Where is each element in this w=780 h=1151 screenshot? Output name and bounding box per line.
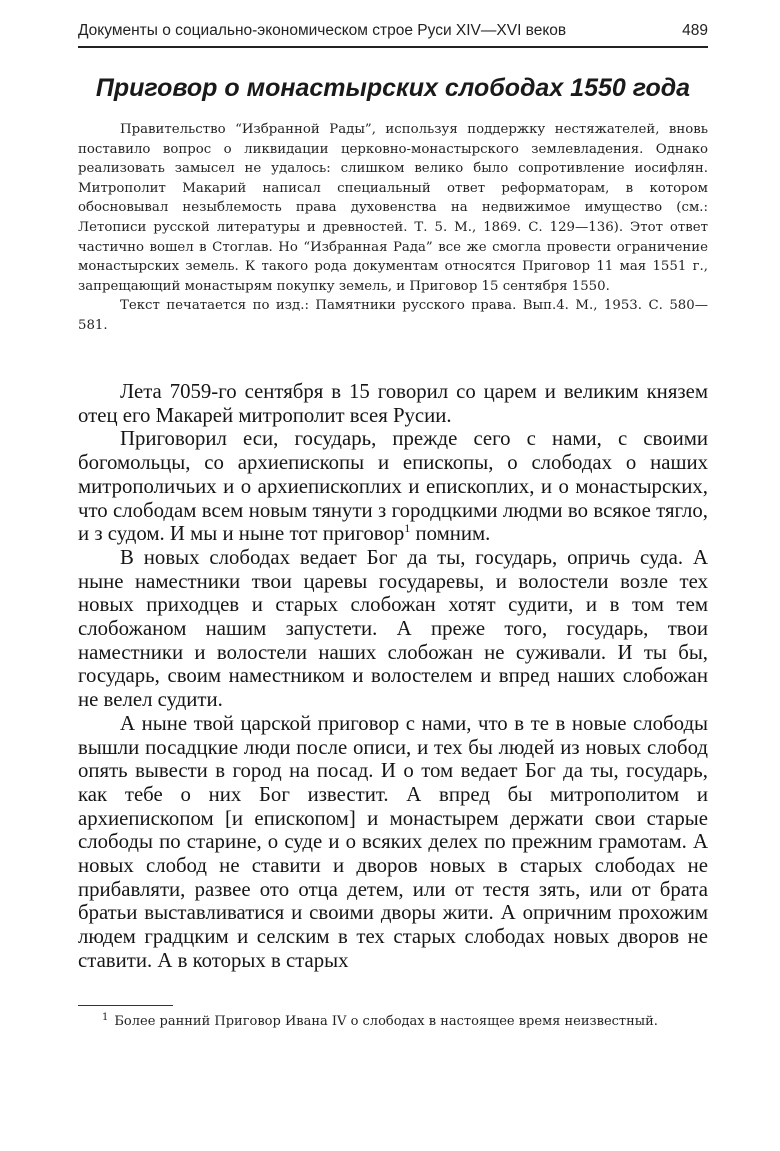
footnote-reference[interactable]: 1 xyxy=(404,521,411,536)
running-title: Документы о социально-экономическом строе Руси XIV—XVI веков xyxy=(78,22,567,39)
footnote-text: Более ранний Приговор Ивана IV о слободах в настоящее время неизвестный. xyxy=(114,1014,658,1029)
document-body xyxy=(78,380,708,973)
document-title: Приговор о монастырских слободах 1550 года xyxy=(95,74,691,102)
body-text-run: помним. xyxy=(410,522,491,546)
footnote-mark: 1 xyxy=(102,1011,109,1023)
page-number: 489 xyxy=(682,22,708,39)
running-head xyxy=(78,22,708,40)
intro-paragraph: Правительство “Избранной Рады”, используя поддержку нестяжателей, вновь поставило вопрос о ликвидации церковно-монастырского землевладения. Однако реализовать замысел не удалось: слишком велико было сопротивление иосифлян. Митрополит Макарий написал специальный ответ реформаторам, в котором обосновывал незыблемость права духовенства на недвижимое имущество (см.: Летописи русской литературы и древностей. Т. 5. М., 1869. С. 129—136). Этот ответ частично вошел в Стоглав. Но “Избранная Рада” все же смогла провести ограничение монастырских земель. К такого рода документам относятся Приговор 11 мая 1551 г., запрещающий монастырям покупку земель, и Приговор 15 сентября 1550. xyxy=(78,122,708,294)
body-paragraph: Лета 7059-го сентября в 15 говорил со царем и великим князем отец его Макарей митрополит всея Русии. xyxy=(78,380,708,427)
body-text-run: Приговорил еси, государь, прежде сего с нами, с своими богомольцы, со архиепископы и епископы, о слободах о наших митрополичьих и о архиепископлих и епископлих, и о монастырских, что слободам всем новым тянути з городцкими людми во всякое тягло, и з судом. И мы и ныне тот приговор xyxy=(78,427,708,546)
header-rule xyxy=(78,46,708,48)
editorial-intro xyxy=(78,120,708,336)
source-note: Текст печатается по изд.: Памятники русского права. Вып.4. М., 1953. С. 580—581. xyxy=(78,298,708,333)
body-paragraph xyxy=(78,427,708,546)
footnote-paragraph xyxy=(78,1012,708,1031)
body-paragraph: В новых слободах ведает Бог да ты, государь, опричь суда. А ныне наместники твои царевы государевы, и волостели возле тех новых приходцев и старых слобожан хотят судити, и в том тем слобожаном нашим запустети. А преже того, государь, твои наместники и волостели наших слобожан не суживали. И ты бы, государь, своим наместником и волостелем и впред наших слобожан не велел судити. xyxy=(78,545,708,712)
body-paragraph: А ныне твой царской приговор с нами, что в те в новые слободы вышли посадцкие люди после описи, и тех бы людей из новых слобод опять вывести в город на посад. И о том ведает Бог да ты, государь, как тебе о них Бог известит. А впред бы митрополитом и архиепископом [и епископом] и монастырем держати свои старые слободы по старине, о суде и о всяких делех по прежним грамотам. А новых слобод не ставити и дворов новых в старых слободах не прибавляти, развее ото отца детем, или от тестя зять, или от брата братьи выставливатися и своими дворы жити. А опричним прохожим людем градцким и селским в тех старых слободах новых дворов не ставити. А в которых в старых xyxy=(78,711,708,972)
footnote xyxy=(78,1012,708,1031)
footnote-rule xyxy=(78,1005,173,1006)
